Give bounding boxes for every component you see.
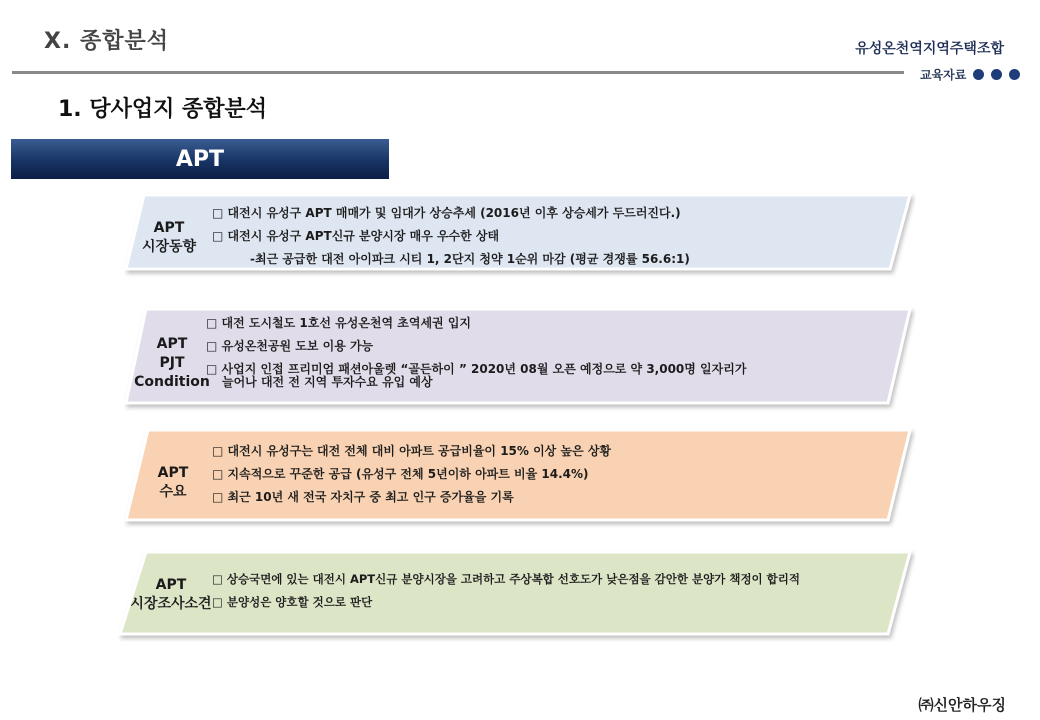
card-pjt-condition bbox=[124, 299, 916, 411]
card-market-trend bbox=[124, 183, 916, 283]
card-line: □ 지속적으로 꾸준한 공급 (유성구 전체 5년이하 아파트 비율 14.4%) bbox=[212, 467, 589, 481]
card-title-line: APT bbox=[153, 220, 185, 236]
company-footer: ㈜신안하우징 bbox=[918, 696, 1006, 714]
card-line: -최근 공급한 대전 아이파크 시티 1, 2단지 청약 1순위 마감 (평균 경쟁률 56.6:1) bbox=[250, 252, 690, 266]
card-line: □ 대전시 유성구 APT 매매가 및 임대가 상승추세 (2016년 이후 상승세가 두드러진다.) bbox=[212, 206, 681, 220]
card-line: □ 대전시 유성구 APT신규 분양시장 매우 우수한 상태 bbox=[212, 229, 500, 243]
card-line: □ 사업지 인접 프리미엄 패션아울렛 “골든하이 ” 2020년 08월 오픈 예정으로 약 3,000명 일자리가 bbox=[206, 362, 747, 376]
section-title: 1. 당사업지 종합분석 bbox=[58, 97, 267, 122]
card-demand bbox=[124, 422, 916, 528]
card-market-research bbox=[118, 542, 916, 642]
chapter-title: Ⅹ. 종합분석 bbox=[44, 29, 169, 54]
card-title-line: 시장동향 bbox=[141, 239, 197, 255]
edu-label: 교육자료 bbox=[920, 68, 967, 82]
card-title-line: APT bbox=[157, 465, 189, 481]
card-title-line: APT bbox=[155, 577, 187, 593]
dot-icon bbox=[973, 69, 984, 80]
card-line: 늘어나 대전 전 지역 투자수요 유입 예상 bbox=[222, 375, 433, 389]
card-line: □ 분양성은 양호할 것으로 판단 bbox=[212, 595, 373, 609]
card-line: □ 유성온천공원 도보 이용 가능 bbox=[206, 339, 374, 353]
card-line: □ 최근 10년 새 전국 자치구 중 최고 인구 증가율을 기록 bbox=[212, 490, 514, 504]
organization-name: 유성온천역지역주택조합 bbox=[855, 41, 1004, 57]
card-line: □ 상승국면에 있는 대전시 APT신규 분양시장을 고려하고 주상복합 선호도가 낮은점을 감안한 분양가 책정이 합리적 bbox=[212, 572, 800, 586]
card-title-line: Condition bbox=[134, 374, 210, 390]
edu-badge bbox=[920, 66, 1020, 83]
category-bar: APT bbox=[11, 139, 389, 179]
dot-icon bbox=[991, 69, 1002, 80]
card-title-line: APT bbox=[156, 336, 188, 352]
card-title-line: 시장조사소견 bbox=[130, 596, 212, 612]
card-line: □ 대전시 유성구는 대전 전체 대비 아파트 공급비율이 15% 이상 높은 상황 bbox=[212, 444, 612, 458]
card-title-line: PJT bbox=[159, 355, 185, 371]
card-title-line: 수요 bbox=[159, 484, 187, 500]
header-divider bbox=[12, 71, 904, 74]
card-line: □ 대전 도시철도 1호선 유성온천역 초역세권 입지 bbox=[206, 316, 472, 330]
dot-icon bbox=[1009, 69, 1020, 80]
